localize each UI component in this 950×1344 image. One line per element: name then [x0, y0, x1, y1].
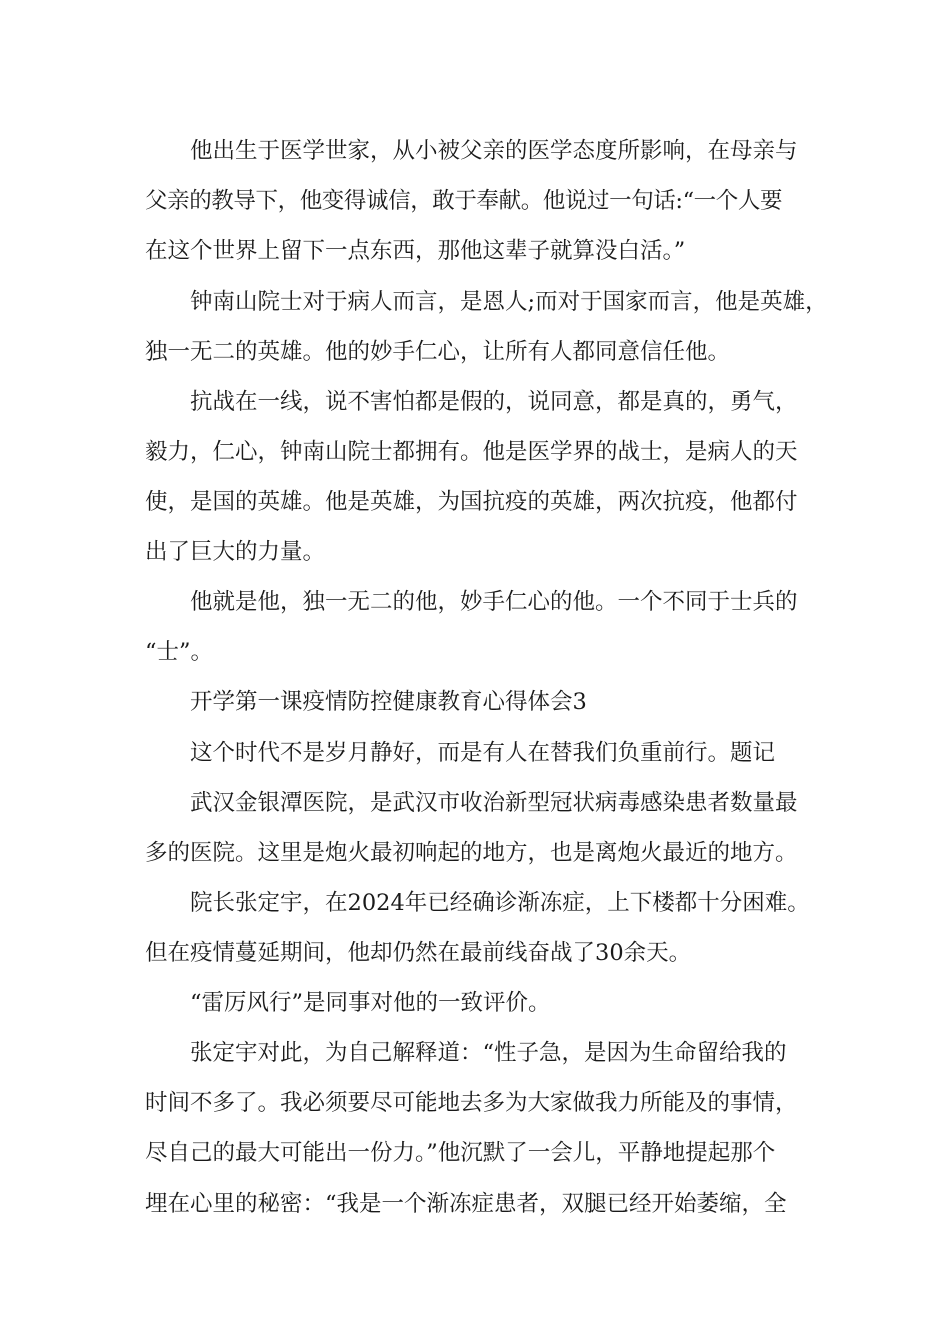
paragraph-line: 抗战在一线，说不害怕都是假的，说同意，都是真的，勇气， [190, 389, 798, 415]
paragraph-line: 时间不多了。我必须要尽可能地去多为大家做我力所能及的事情， [145, 1090, 798, 1116]
paragraph-line: 毅力，仁心，钟南山院士都拥有。他是医学界的战士，是病人的天 [145, 439, 798, 465]
paragraph-line: 多的医院。这里是炮火最初响起的地方，也是离炮火最近的地方。 [145, 840, 798, 866]
paragraph-line: 武汉金银潭医院，是武汉市收治新型冠状病毒感染患者数量最 [190, 790, 798, 816]
paragraph-line: 使，是国的英雄。他是英雄，为国抗疫的英雄，两次抗疫，他都付 [145, 489, 798, 515]
paragraph-line: 独一无二的英雄。他的妙手仁心，让所有人都同意信任他。 [145, 339, 731, 365]
paragraph-line: 尽自己的最大可能出一份力。”他沉默了一会儿，平静地提起那个 [145, 1140, 776, 1166]
section-heading: 开学第一课疫情防控健康教育心得体会3 [190, 689, 587, 715]
paragraph-line: 在这个世界上留下一点东西，那他这辈子就算没白活。” [145, 238, 686, 264]
paragraph-line: “雷厉风行”是同事对他的一致评价。 [190, 990, 551, 1016]
paragraph-line: 这个时代不是岁月静好，而是有人在替我们负重前行。题记 [190, 740, 776, 766]
paragraph-line: 院长张定宇，在2024年已经确诊渐冻症，上下楼都十分困难。 [190, 890, 810, 916]
paragraph-line: 他就是他，独一无二的他，妙手仁心的他。一个不同于士兵的 [190, 589, 798, 615]
paragraph-line: 出了巨大的力量。 [145, 539, 326, 565]
paragraph-line: “士”。 [145, 639, 214, 665]
paragraph-line: 张定宇对此，为自己解释道：“性子急，是因为生命留给我的 [190, 1040, 787, 1066]
paragraph-line: 他出生于医学世家，从小被父亲的医学态度所影响，在母亲与 [190, 138, 798, 164]
paragraph-line: 父亲的教导下，他变得诚信，敢于奉献。他说过一句话:“一个人要 [145, 188, 783, 214]
paragraph-line: 埋在心里的秘密：“我是一个渐冻症患者，双腿已经开始萎缩，全 [145, 1191, 787, 1217]
paragraph-line: 钟南山院士对于病人而言，是恩人;而对于国家而言，他是英雄， [190, 289, 828, 315]
paragraph-line: 但在疫情蔓延期间，他却仍然在最前线奋战了30余天。 [145, 940, 692, 966]
